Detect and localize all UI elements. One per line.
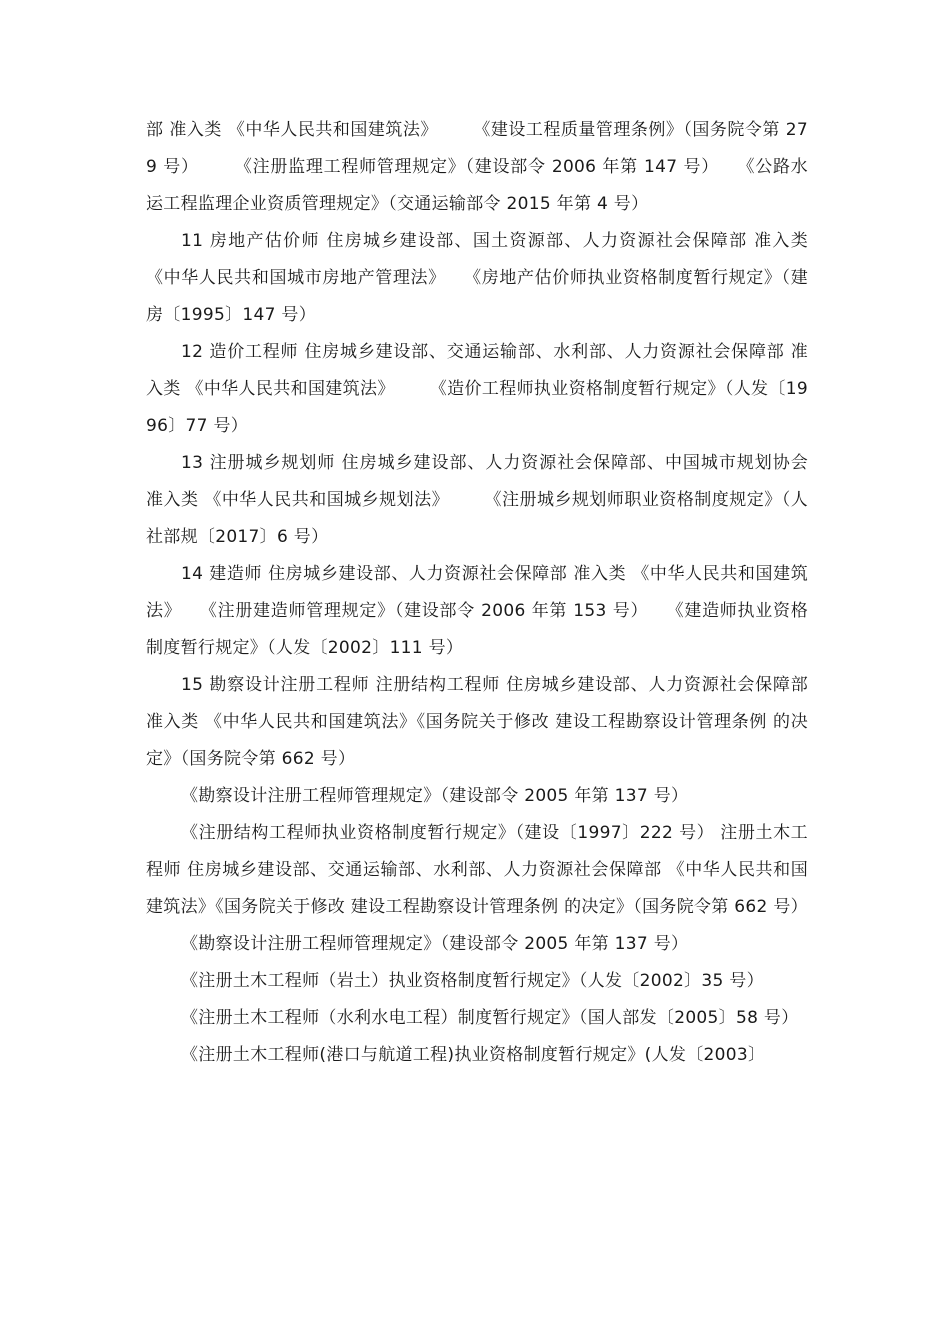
paragraph-5: 14 建造师 住房城乡建设部、人力资源社会保障部 准入类 《中华人民共和国建筑法》 《注册建造师管理规定》（建设部令 2006 年第 153 号） 《建造师执业资格制度暂行规定》（人发〔2002〕111 号） (146, 564, 808, 658)
paragraph-12: 《注册土木工程师(港口与航道工程)执业资格制度暂行规定》(人发〔2003〕 (181, 1045, 766, 1065)
paragraph-7: 《勘察设计注册工程师管理规定》（建设部令 2005 年第 137 号） (181, 786, 689, 806)
paragraph-10: 《注册土木工程师（岩土）执业资格制度暂行规定》（人发〔2002〕35 号） (181, 971, 764, 991)
paragraph-6: 15 勘察设计注册工程师 注册结构工程师 住房城乡建设部、人力资源社会保障部 准入类 《中华人民共和国建筑法》《国务院关于修改 建设工程勘察设计管理条例 的决定》（国务院令第 662 号） (146, 675, 808, 769)
document-body (146, 112, 808, 1074)
paragraph-9: 《勘察设计注册工程师管理规定》（建设部令 2005 年第 137 号） (181, 934, 689, 954)
paragraph-11: 《注册土木工程师（水利水电工程）制度暂行规定》（国人部发〔2005〕58 号） (181, 1008, 799, 1028)
paragraph-1: 部 准入类 《中华人民共和国建筑法》 《建设工程质量管理条例》（国务院令第 279 号） 《注册监理工程师管理规定》（建设部令 2006 年第 147 号） 《公路水运工程监理企业资质管理规定》（交通运输部令 2015 年第 4 号） (146, 120, 808, 214)
paragraph-3: 12 造价工程师 住房城乡建设部、交通运输部、水利部、人力资源社会保障部 准入类 《中华人民共和国建筑法》 《造价工程师执业资格制度暂行规定》（人发〔1996〕77 号） (146, 342, 808, 436)
paragraph-8: 《注册结构工程师执业资格制度暂行规定》（建设〔1997〕222 号） 注册土木工程师 住房城乡建设部、交通运输部、水利部、人力资源社会保障部 《中华人民共和国建筑法》《国务院关于修改 建设工程勘察设计管理条例 的决定》（国务院令第 662 号） (146, 823, 808, 917)
paragraph-2: 11 房地产估价师 住房城乡建设部、国土资源部、人力资源社会保障部 准入类 《中华人民共和国城市房地产管理法》 《房地产估价师执业资格制度暂行规定》（建房〔1995〕147 号） (146, 231, 808, 325)
paragraph-4: 13 注册城乡规划师 住房城乡建设部、人力资源社会保障部、中国城市规划协会 准入类 《中华人民共和国城乡规划法》 《注册城乡规划师职业资格制度规定》（人社部规〔2017〕6 号） (146, 453, 808, 547)
